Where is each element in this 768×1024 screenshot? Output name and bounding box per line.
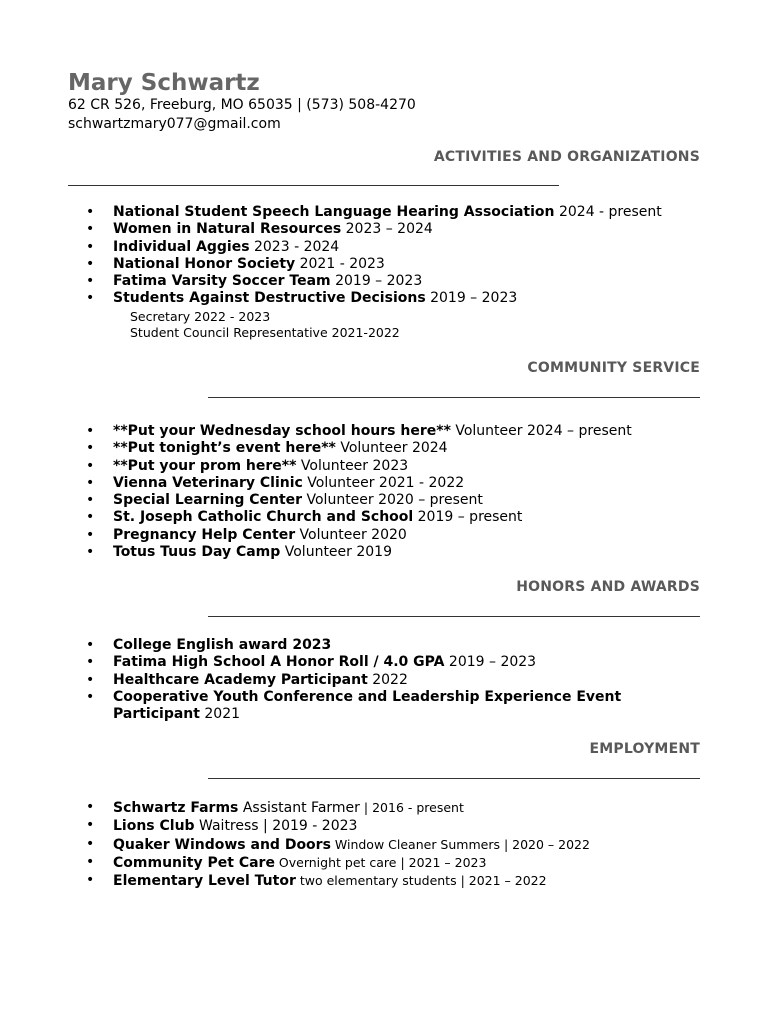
list-item: • Lions Club Waitress | 2019 - 2023	[86, 817, 706, 835]
list-item: • **Put your Wednesday school hours here** Volunteer 2024 – present	[86, 423, 706, 440]
list-item: • National Student Speech Language Hearing Association 2024 - present	[86, 204, 706, 221]
list-item: • Healthcare Academy Participant 2022	[86, 672, 706, 689]
honors-list	[86, 637, 706, 723]
candidate-name: Mary Schwartz	[68, 70, 260, 96]
list-item: • St. Joseph Catholic Church and School 2019 – present	[86, 509, 706, 526]
list-item: • Fatima High School A Honor Roll / 4.0 GPA 2019 – 2023	[86, 654, 706, 671]
list-item: • Quaker Windows and Doors Window Cleaner Summers | 2020 – 2022	[86, 836, 706, 854]
list-item: • Special Learning Center Volunteer 2020 – present	[86, 492, 706, 509]
community-service-list	[86, 423, 706, 561]
list-item: • National Honor Society 2021 - 2023	[86, 256, 706, 273]
list-item: • Cooperative Youth Conference and Leadership Experience Event Participant 2021	[86, 689, 633, 724]
list-item: • Individual Aggies 2023 - 2024	[86, 239, 706, 256]
employment-list	[86, 799, 706, 890]
list-item: • Schwartz Farms Assistant Farmer | 2016 - present	[86, 799, 706, 817]
list-item: • Women in Natural Resources 2023 – 2024	[86, 221, 706, 238]
list-item: • Students Against Destructive Decisions 2019 – 2023	[86, 290, 706, 307]
section-divider	[208, 616, 700, 617]
list-item: • **Put your prom here** Volunteer 2023	[86, 458, 706, 475]
list-item: • Elementary Level Tutor two elementary students | 2021 – 2022	[86, 872, 706, 890]
section-title-activities: ACTIVITIES AND ORGANIZATIONS	[433, 149, 700, 165]
list-item: • **Put tonight’s event here** Volunteer 2024	[86, 440, 706, 457]
sub-item-student-council: Student Council Representative 2021-2022	[130, 325, 400, 340]
section-divider	[68, 185, 559, 186]
list-item: • Community Pet Care Overnight pet care | 2021 – 2023	[86, 854, 706, 872]
section-title-community-service: COMMUNITY SERVICE	[527, 360, 700, 376]
section-divider	[208, 778, 700, 779]
sub-item-secretary: Secretary 2022 - 2023	[130, 309, 271, 324]
activities-list	[86, 204, 706, 308]
section-divider	[208, 397, 700, 398]
list-item: • Fatima Varsity Soccer Team 2019 – 2023	[86, 273, 706, 290]
section-title-employment: EMPLOYMENT	[589, 741, 700, 757]
list-item: • Totus Tuus Day Camp Volunteer 2019	[86, 544, 706, 561]
contact-address-phone: 62 CR 526, Freeburg, MO 65035 | (573) 508-4270	[68, 97, 416, 113]
section-title-honors: HONORS AND AWARDS	[516, 579, 700, 595]
contact-email: schwartzmary077@gmail.com	[68, 116, 281, 132]
list-item: • Pregnancy Help Center Volunteer 2020	[86, 527, 706, 544]
list-item: • College English award 2023	[86, 637, 706, 654]
list-item: • Vienna Veterinary Clinic Volunteer 2021 - 2022	[86, 475, 706, 492]
